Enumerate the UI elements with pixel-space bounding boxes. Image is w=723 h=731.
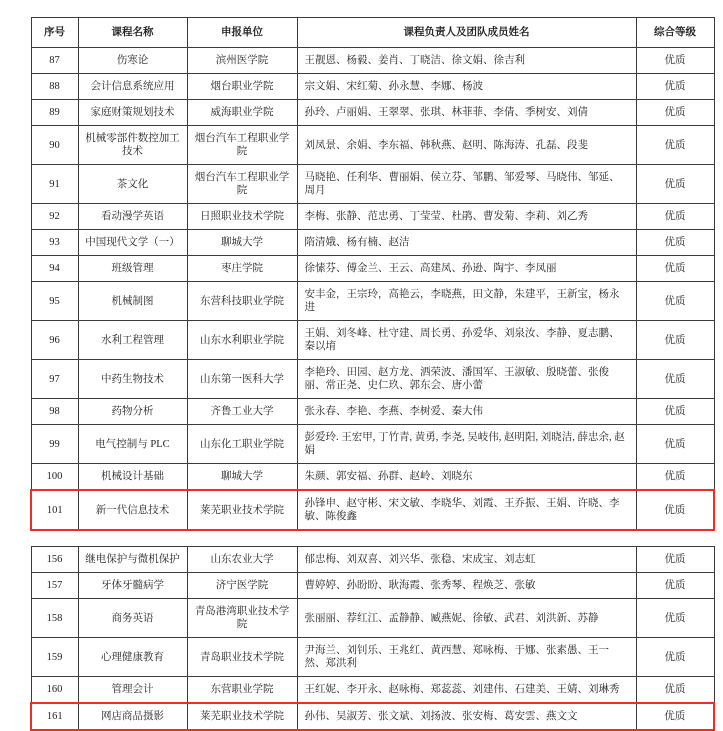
unit-cell: 青岛港湾职业技术学院 — [187, 599, 297, 638]
column-header-4: 综合等级 — [636, 18, 714, 48]
table-row — [31, 599, 714, 638]
table-row — [31, 48, 714, 74]
row-number-cell: 90 — [31, 126, 78, 165]
row-number-cell: 93 — [31, 230, 78, 256]
row-number-cell: 96 — [31, 321, 78, 360]
column-header-3: 课程负责人及团队成员姓名 — [297, 18, 636, 48]
table-row — [31, 464, 714, 491]
row-number-cell: 98 — [31, 399, 78, 425]
table-row — [31, 230, 714, 256]
course-name-cell: 班级管理 — [78, 256, 187, 282]
course-name-cell: 机械制图 — [78, 282, 187, 321]
grade-cell: 优质 — [636, 599, 714, 638]
course-name-cell: 网店商品摄影 — [78, 703, 187, 730]
grade-cell: 优质 — [636, 573, 714, 599]
team-names-cell: 隋清娥、杨有楠、赵洁 — [297, 230, 636, 256]
row-number-cell: 99 — [31, 425, 78, 464]
row-number-cell: 157 — [31, 573, 78, 599]
grade-cell: 优质 — [636, 256, 714, 282]
table-row — [31, 126, 714, 165]
grade-cell: 优质 — [636, 74, 714, 100]
table-header-row — [31, 18, 714, 48]
course-table-rows-87-101 — [30, 17, 715, 531]
table-row — [31, 165, 714, 204]
table-row-highlighted — [31, 703, 714, 730]
team-names-cell: 王靓恩、杨毅、姜肖、丁晓洁、徐文娟、徐吉利 — [297, 48, 636, 74]
table-row — [31, 547, 714, 573]
row-number-cell: 101 — [31, 490, 78, 530]
team-names-cell: 张丽丽、荐红江、孟静静、臧燕妮、徐敏、武君、刘洪新、苏静 — [297, 599, 636, 638]
grade-cell: 优质 — [636, 399, 714, 425]
unit-cell: 烟台汽车工程职业学院 — [187, 126, 297, 165]
grade-cell: 优质 — [636, 48, 714, 74]
unit-cell: 日照职业技术学院 — [187, 204, 297, 230]
team-names-cell: 马晓艳、任利华、曹丽娟、侯立芬、邹鹏、邹爱琴、马晓伟、邹延、周月 — [297, 165, 636, 204]
course-name-cell: 管理会计 — [78, 677, 187, 704]
row-number-cell: 92 — [31, 204, 78, 230]
unit-cell: 青岛职业技术学院 — [187, 638, 297, 677]
grade-cell: 优质 — [636, 425, 714, 464]
unit-cell: 莱芜职业技术学院 — [187, 703, 297, 730]
table-row — [31, 256, 714, 282]
team-names-cell: 安丰金，王宗玲，高艳云，李晓燕，田文静，朱建平，王新宝，杨永进 — [297, 282, 636, 321]
grade-cell: 优质 — [636, 126, 714, 165]
grade-cell: 优质 — [636, 703, 714, 730]
team-names-cell: 曹婷婷、孙盼盼、耿海霞、张秀琴、程焕芝、张敏 — [297, 573, 636, 599]
team-names-cell: 尹海兰、刘钊乐、王兆红、黄西慧、郑咏梅、于娜、张素愚、王一然、郑洪利 — [297, 638, 636, 677]
grade-cell: 优质 — [636, 230, 714, 256]
grade-cell: 优质 — [636, 490, 714, 530]
unit-cell: 山东第一医科大学 — [187, 360, 297, 399]
unit-cell: 烟台汽车工程职业学院 — [187, 165, 297, 204]
unit-cell: 枣庄学院 — [187, 256, 297, 282]
unit-cell: 山东农业大学 — [187, 547, 297, 573]
course-table-rows-156-161 — [30, 546, 715, 731]
team-names-cell: 徐愫芬、傅金兰、王云、高建凤、孙逊、陶宇、李凤丽 — [297, 256, 636, 282]
table-row-highlighted — [31, 490, 714, 530]
team-names-cell: 宗文娟、宋红菊、孙永慧、李娜、杨波 — [297, 74, 636, 100]
unit-cell: 齐鲁工业大学 — [187, 399, 297, 425]
row-number-cell: 87 — [31, 48, 78, 74]
row-number-cell: 160 — [31, 677, 78, 704]
team-names-cell: 彭爱玲. 王宏甲, 丁竹青, 黄勇, 李尧, 吴岐伟, 赵明阳, 刘晓洁, 薛忠余, 赵娟 — [297, 425, 636, 464]
unit-cell: 东营职业学院 — [187, 677, 297, 704]
row-number-cell: 161 — [31, 703, 78, 730]
team-names-cell: 李艳玲、田园、赵方龙、洒荣波、潘国军、王淑敏、殷晓蕾、张俊丽、常正尧、史仁玖、郭东会、唐小蕾 — [297, 360, 636, 399]
unit-cell: 山东水利职业学院 — [187, 321, 297, 360]
row-number-cell: 89 — [31, 100, 78, 126]
team-names-cell: 王红妮、李开永、赵咏梅、郑蕊蕊、刘建伟、石建美、王婧、刘琳秀 — [297, 677, 636, 704]
team-names-cell: 朱颜、郭安福、孙群、赵岭、刘晓东 — [297, 464, 636, 491]
course-name-cell: 机械设计基础 — [78, 464, 187, 491]
team-names-cell: 刘凤景、余娟、李东福、韩秋燕、赵明、陈海涛、孔磊、段斐 — [297, 126, 636, 165]
table-row — [31, 100, 714, 126]
grade-cell: 优质 — [636, 204, 714, 230]
grade-cell: 优质 — [636, 282, 714, 321]
course-name-cell: 中国现代文学（一） — [78, 230, 187, 256]
unit-cell: 山东化工职业学院 — [187, 425, 297, 464]
unit-cell: 滨州医学院 — [187, 48, 297, 74]
grade-cell: 优质 — [636, 321, 714, 360]
row-number-cell: 158 — [31, 599, 78, 638]
grade-cell: 优质 — [636, 165, 714, 204]
unit-cell: 威海职业学院 — [187, 100, 297, 126]
row-number-cell: 94 — [31, 256, 78, 282]
row-number-cell: 159 — [31, 638, 78, 677]
column-header-0: 序号 — [31, 18, 78, 48]
table-row — [31, 321, 714, 360]
team-names-cell: 李梅、张静、范忠勇、丁莹莹、杜鹃、曹发菊、李莉、刘乙秀 — [297, 204, 636, 230]
course-name-cell: 牙体牙髓病学 — [78, 573, 187, 599]
course-name-cell: 药物分析 — [78, 399, 187, 425]
course-name-cell: 会计信息系统应用 — [78, 74, 187, 100]
course-name-cell: 继电保护与微机保护 — [78, 547, 187, 573]
table-row — [31, 360, 714, 399]
unit-cell: 聊城大学 — [187, 464, 297, 491]
table-row — [31, 425, 714, 464]
table-row — [31, 282, 714, 321]
team-names-cell: 孙伟、吴淑芳、张文斌、刘扬波、张安梅、葛安雲、燕文文 — [297, 703, 636, 730]
course-name-cell: 电气控制与 PLC — [78, 425, 187, 464]
course-name-cell: 水利工程管理 — [78, 321, 187, 360]
table-row — [31, 204, 714, 230]
table-row — [31, 74, 714, 100]
course-name-cell: 商务英语 — [78, 599, 187, 638]
course-name-cell: 茶文化 — [78, 165, 187, 204]
grade-cell: 优质 — [636, 464, 714, 491]
team-names-cell: 郁忠梅、刘双喜、刘兴华、张稳、宋成宝、刘志虹 — [297, 547, 636, 573]
row-number-cell: 95 — [31, 282, 78, 321]
course-name-cell: 心理健康教育 — [78, 638, 187, 677]
unit-cell: 东营科技职业学院 — [187, 282, 297, 321]
table-row — [31, 677, 714, 704]
grade-cell: 优质 — [636, 100, 714, 126]
course-name-cell: 伤寒论 — [78, 48, 187, 74]
team-names-cell: 张永春、李艳、李燕、李树爱、秦大伟 — [297, 399, 636, 425]
course-name-cell: 看动漫学英语 — [78, 204, 187, 230]
team-names-cell: 孙玲、卢丽娟、王翠翠、张琪、林菲菲、李倩、季树安、刘倩 — [297, 100, 636, 126]
grade-cell: 优质 — [636, 638, 714, 677]
unit-cell: 烟台职业学院 — [187, 74, 297, 100]
unit-cell: 济宁医学院 — [187, 573, 297, 599]
course-name-cell: 中药生物技术 — [78, 360, 187, 399]
team-names-cell: 王娟、刘冬峰、杜守建、周长勇、孙爱华、刘泉汝、李静、夏志鹏、秦以堉 — [297, 321, 636, 360]
unit-cell: 莱芜职业技术学院 — [187, 490, 297, 530]
grade-cell: 优质 — [636, 547, 714, 573]
team-names-cell: 孙锋申、赵守彬、宋文敏、李晓华、刘霞、王乔振、王娟、许晓、李敏、陈俊鑫 — [297, 490, 636, 530]
course-name-cell: 家庭财策规划技术 — [78, 100, 187, 126]
row-number-cell: 91 — [31, 165, 78, 204]
table-row — [31, 399, 714, 425]
row-number-cell: 100 — [31, 464, 78, 491]
grade-cell: 优质 — [636, 360, 714, 399]
unit-cell: 聊城大学 — [187, 230, 297, 256]
course-name-cell: 机械零部件数控加工技术 — [78, 126, 187, 165]
row-number-cell: 88 — [31, 74, 78, 100]
column-header-2: 申报单位 — [187, 18, 297, 48]
table-row — [31, 573, 714, 599]
column-header-1: 课程名称 — [78, 18, 187, 48]
course-name-cell: 新一代信息技术 — [78, 490, 187, 530]
grade-cell: 优质 — [636, 677, 714, 704]
row-number-cell: 156 — [31, 547, 78, 573]
row-number-cell: 97 — [31, 360, 78, 399]
table-row — [31, 638, 714, 677]
